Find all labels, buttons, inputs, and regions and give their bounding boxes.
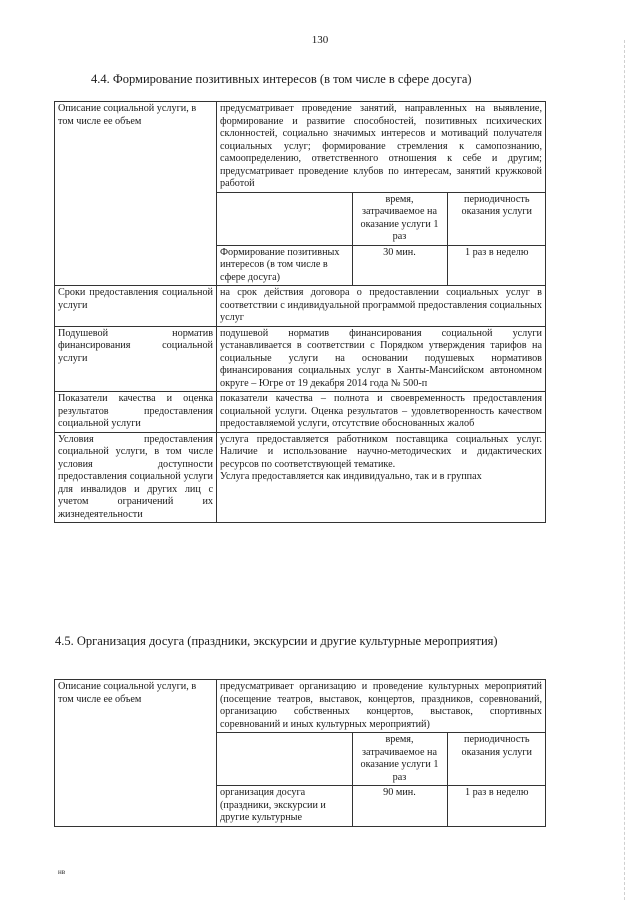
section-4-4-table (54, 101, 546, 523)
service-item-frequency: 1 раз в неделю (447, 786, 546, 826)
service-description: предусматривает проведение занятий, направленных на выявление, формирование и развитие способностей, позитивных психических склонностей, социально значимых интересов и мотиваций получателя социальных услуг; формирование стремления к самопознанию, самоопределению, ответственного отношения к себе и другим; предусматривает проведение клубов по интересам, занятий кружковой работой (220, 103, 542, 189)
row-content: подушевой норматив финансирования социальной услуги устанавливается в соответствии с Порядком утверждения тарифов на социальные услуги на основании подушевых нормативов финансирования социальных услуг в Ханты-Мансийском автономном округе – Югре от 19 декабря 2014 года № 500-п (217, 326, 546, 392)
conditions-text: услуга предоставляется работником поставщика социальных услуг. Наличие и использование научно-методических и дидактических ресурсов по соответствующей тематике. (220, 433, 542, 470)
frequency-header: периодичность оказания услуги (447, 192, 546, 245)
section-4-5-table (54, 679, 546, 827)
time-header: время, затрачиваемое на оказание услуги 1 раз (352, 192, 447, 245)
frequency-header: периодичность оказания услуги (447, 733, 546, 786)
footer-mark: нв (58, 868, 66, 876)
row-label: Подушевой норматив финансирования социальной услуги (55, 326, 217, 392)
scan-margin-line (624, 40, 626, 900)
table-row (55, 432, 546, 523)
service-description: предусматривает организацию и проведение культурных мероприятий (посещение театров, выставок, концертов, праздников, соревнований, организацию собственных концертов, выставок, спортивных соревнований и иных культурных мероприятий) (220, 681, 542, 730)
row-content (217, 432, 546, 523)
row-label: Описание социальной услуги, в том числе ее объем (55, 680, 217, 827)
table-row (217, 192, 546, 245)
service-item-name: организация досуга (праздники, экскурсии и другие культурные (217, 786, 352, 826)
table-row (55, 102, 546, 286)
section-4-4-heading: 4.4. Формирование позитивных интересов (в том числе в сфере досуга) (91, 72, 472, 86)
time-frequency-table (217, 192, 546, 286)
service-item-time: 90 мин. (352, 786, 447, 826)
empty-cell (217, 733, 352, 786)
row-content (217, 102, 546, 286)
empty-cell (217, 192, 352, 245)
table-row (217, 733, 546, 786)
row-content: на срок действия договора о предоставлении социальных услуг в соответствии с индивидуальной программой предоставления социальных услуг (217, 286, 546, 327)
time-frequency-table (217, 732, 546, 826)
table-row (217, 786, 546, 826)
conditions-text-groups: Услуга предоставляется как индивидуально, так и в группах (220, 471, 482, 482)
service-item-frequency: 1 раз в неделю (447, 245, 546, 285)
time-header: время, затрачиваемое на оказание услуги 1 раз (352, 733, 447, 786)
page-number: 130 (311, 34, 329, 46)
row-label: Сроки предоставления социальной услуги (55, 286, 217, 327)
table-row (55, 392, 546, 433)
section-4-5-heading: 4.5. Организация досуга (праздники, экскурсии и другие культурные мероприятия) (55, 634, 498, 648)
row-label: Описание социальной услуги, в том числе ее объем (55, 102, 217, 286)
table-row (55, 286, 546, 327)
table-row (55, 326, 546, 392)
row-content: показатели качества – полнота и своевременность предоставления социальной услуги. Оценка результатов – удовлетворенность качеством предоставляемой услуги, отсутствие обоснованных жалоб (217, 392, 546, 433)
service-item-name: Формирование позитивных интересов (в том числе в сфере досуга) (217, 245, 352, 285)
service-item-time: 30 мин. (352, 245, 447, 285)
row-content (217, 680, 546, 827)
row-label: Показатели качества и оценка результатов предоставления социальной услуги (55, 392, 217, 433)
row-label: Условия предоставления социальной услуги, в том числе условия доступности предоставления социальной услуги для инвалидов и других лиц с учетом ограничений их жизнедеятельности (55, 432, 217, 523)
table-row (55, 680, 546, 827)
table-row (217, 245, 546, 285)
